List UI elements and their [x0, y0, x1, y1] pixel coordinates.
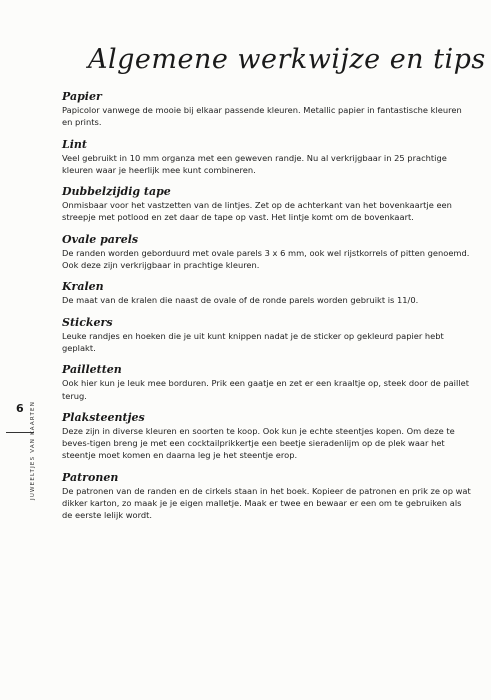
section-ovale-parels	[62, 233, 472, 272]
section-heading: Pailletten	[62, 363, 122, 377]
section-text: Deze zijn in diverse kleuren en soorten te koop. Ook kun je echte steentjes kopen. Om deze te beves-tigen breng je met een cocktailprikkertje een beetje sieradenlijm op de plek waar het steentje moet komen en daarna leg je het steentje erop.	[62, 425, 455, 461]
section-text: Onmisbaar voor het vastzetten van de lintjes. Zet op de achterkant van het bovenkaartje een streepje met potlood en zet daar de tape op vast. Het lintje komt om de bovenkaart.	[62, 200, 452, 223]
section-dubbelzijdig-tape	[62, 185, 472, 224]
tips-content	[62, 90, 472, 531]
section-kralen	[62, 280, 472, 306]
page-number: 6	[16, 402, 24, 415]
section-heading: Ovale parels	[62, 232, 139, 246]
section-text: Veel gebruikt in 10 mm organza met een geweven randje. Nu al verkrijgbaar in 25 prachtige kleuren waar je heerlijk mee kunt combineren.	[62, 152, 447, 175]
section-lint	[62, 138, 472, 177]
page-title: Algemene werkwijze en tips	[88, 44, 486, 75]
section-patronen	[62, 471, 472, 522]
section-papier	[62, 90, 472, 129]
section-text: Ook hier kun je leuk mee borduren. Prik een gaatje en zet er een kraaltje op, steek door de paillet terug.	[62, 378, 469, 401]
section-text: De maat van de kralen die naast de ovale of de ronde parels worden gebruikt is 11/0.	[62, 295, 419, 306]
section-plaksteentjes	[62, 411, 472, 462]
section-text: De randen worden geborduurd met ovale parels 3 x 6 mm, ook wel rijstkorrels of pitten genoemd. Ook deze zijn verkrijgbaar in prachtige kleuren.	[62, 247, 470, 271]
section-stickers	[62, 316, 472, 355]
section-heading: Lint	[62, 137, 87, 151]
section-heading: Papier	[62, 90, 102, 103]
section-heading: Stickers	[62, 315, 113, 329]
section-heading: Kralen	[62, 280, 104, 294]
section-pailletten	[62, 363, 472, 402]
book-title-side-label: JUWEELTJES VAN KAARTEN	[30, 400, 36, 500]
section-heading: Plaksteentjes	[62, 410, 145, 424]
section-text: De patronen van de randen en de cirkels staan in het boek. Kopieer de patronen en prik ze op wat dikker karton, zo maak je je eigen malletje. Maak er twee en bewaar er een om te gebruiken als de eerste lelijk wordt.	[62, 485, 471, 521]
section-text: Leuke randjes en hoeken die je uit kunt knippen nadat je de sticker op gekleurd papier hebt geplakt.	[62, 330, 444, 353]
section-heading: Dubbelzijdig tape	[62, 185, 171, 199]
section-heading: Patronen	[62, 470, 119, 484]
section-text: Papicolor vanwege de mooie bij elkaar passende kleuren. Metallic papier in fantastische kleuren en prints.	[62, 105, 462, 128]
